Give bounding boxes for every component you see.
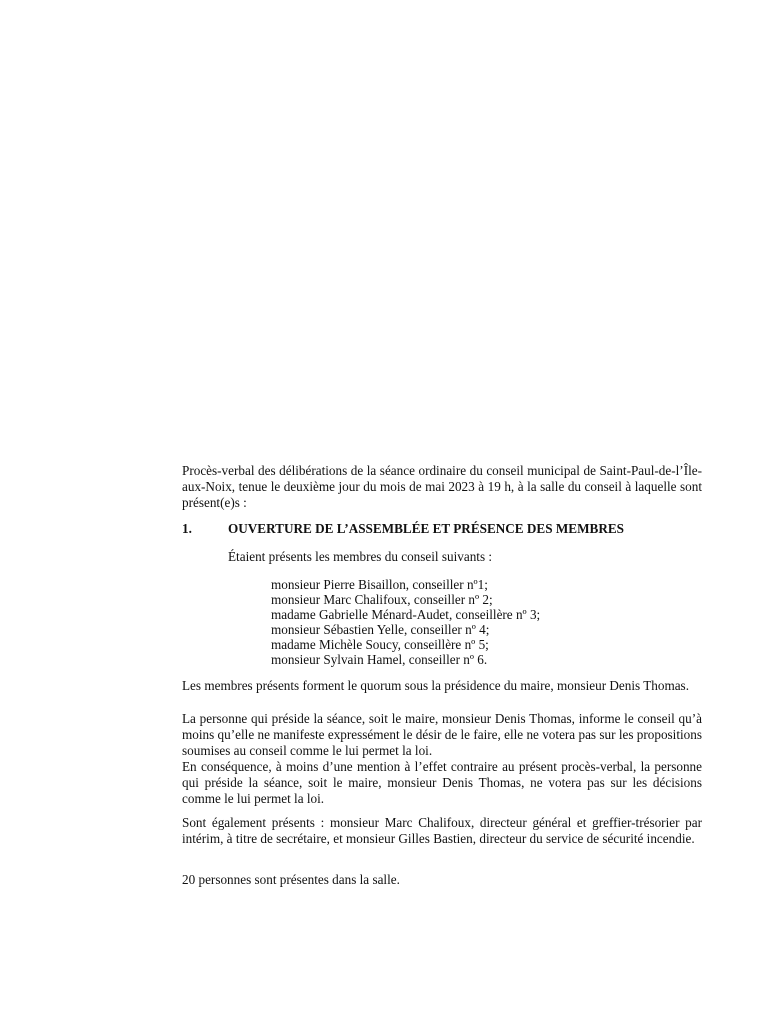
section-title: OUVERTURE DE L’ASSEMBLÉE ET PRÉSENCE DES MEMBRES — [228, 521, 624, 536]
intro-paragraph: Procès-verbal des délibérations de la séance ordinaire du conseil municipal de Saint-Paul-de-l’Île-aux-Noix, tenue le deuxième jour du mois de mai 2023 à 19 h, à la salle du conseil à laquelle sont présent(e)s : — [182, 463, 702, 510]
member-item: monsieur Pierre Bisaillon, conseiller nº1; — [271, 577, 488, 592]
member-item: madame Michèle Soucy, conseillère nº 5; — [271, 637, 489, 652]
quorum-paragraph: Les membres présents forment le quorum sous la présidence du maire, monsieur Denis Thomas. — [182, 678, 689, 693]
present-members-intro: Étaient présents les membres du conseil suivants : — [228, 549, 493, 564]
consequence-paragraph: En conséquence, à moins d’une mention à l’effet contraire au présent procès-verbal, la personne qui préside la séance, soit le maire, monsieur Denis Thomas, ne votera pas sur les décisions comme le lui permet la loi. — [182, 759, 702, 806]
members-list — [271, 577, 540, 667]
also-present-paragraph: Sont également présents : monsieur Marc Chalifoux, directeur général et greffier-trésorier par intérim, à titre de secrétaire, et monsieur Gilles Bastien, directeur du service de sécurité incendie. — [182, 815, 702, 846]
member-item: monsieur Marc Chalifoux, conseiller nº 2; — [271, 592, 493, 607]
member-item: madame Gabrielle Ménard-Audet, conseillère nº 3; — [271, 607, 541, 622]
section-number: 1. — [182, 521, 192, 536]
member-item: monsieur Sylvain Hamel, conseiller nº 6. — [271, 652, 488, 667]
section-heading — [182, 521, 702, 537]
chair-vote-paragraph: La personne qui préside la séance, soit le maire, monsieur Denis Thomas, informe le conseil qu’à moins qu’elle ne manifeste expressément le désir de le faire, elle ne votera pas sur les propositions soumises au conseil comme le lui permet la loi. — [182, 711, 702, 758]
attendance-count-paragraph: 20 personnes sont présentes dans la salle. — [182, 872, 400, 887]
member-item: monsieur Sébastien Yelle, conseiller nº 4; — [271, 622, 490, 637]
